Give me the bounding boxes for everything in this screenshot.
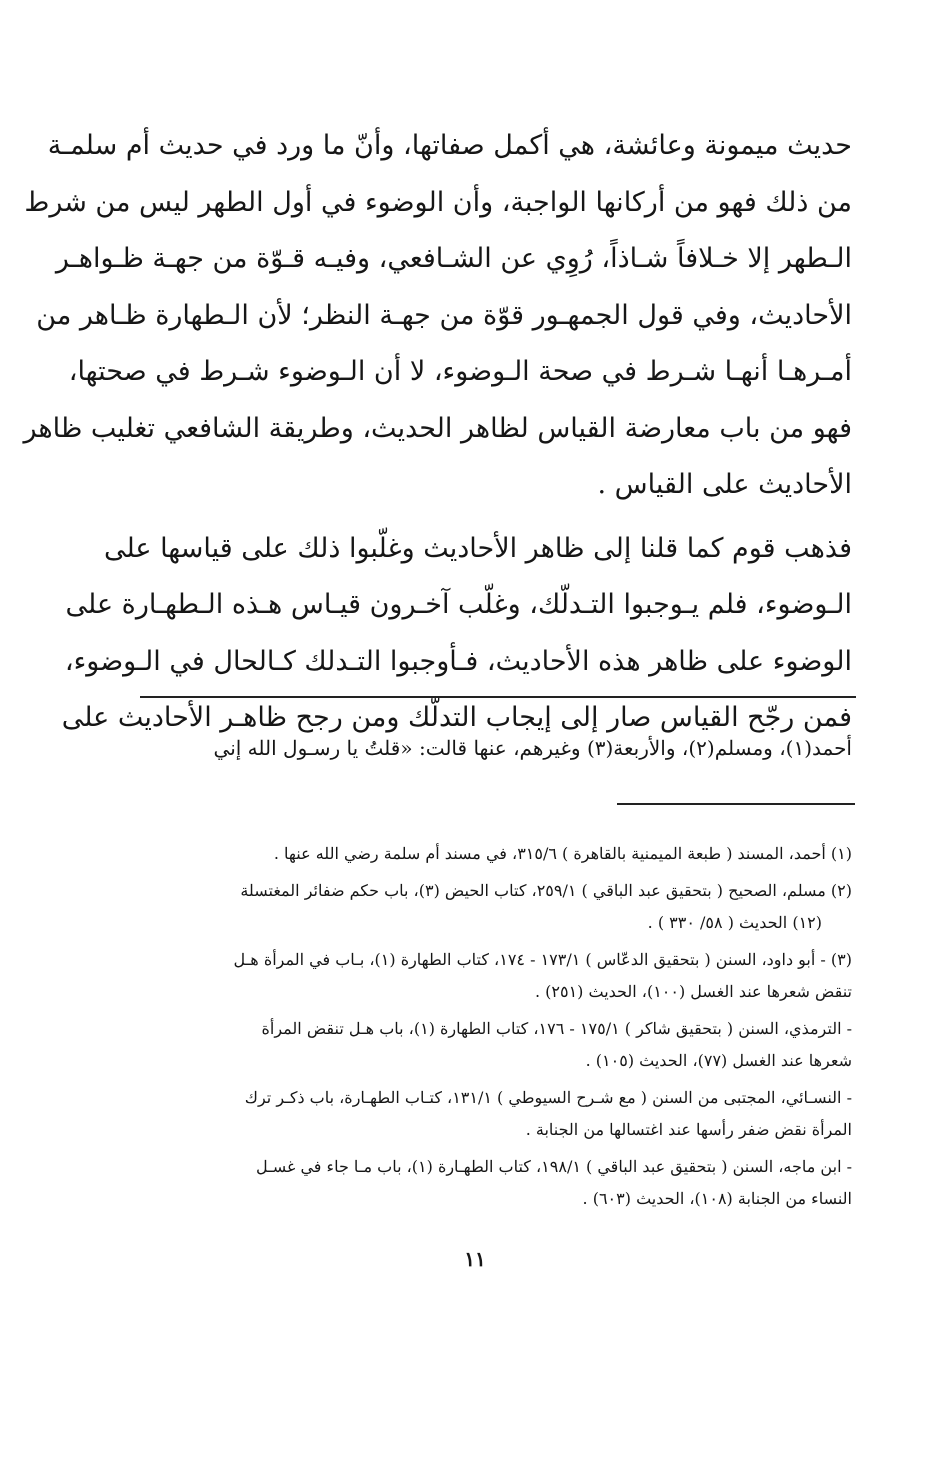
footnote-line: (١٢) الحديث ( ٥٨/ ٣٣٠ ) . bbox=[647, 913, 822, 932]
footnote-line: (١) أحمد، المسند ( طبعة الميمنية بالقاهرة ) ٣١٥/٦، في مسند أم سلمة رضي الله عنها . bbox=[273, 844, 852, 863]
footnote-line: - النسـائي، المجتبى من السنن ( مع شـرح السيوطي ) ١٣١/١، كتـاب الطهـارة، باب ذكـر ترك bbox=[244, 1087, 852, 1107]
continued-footnote-text: أحمد(١)، ومسلم(٢)، والأربعة(٣) وغيرهم، عنها قالت: «قلتُ يا رسـول الله إني bbox=[213, 736, 852, 760]
main-divider-rule bbox=[140, 696, 856, 698]
paragraph-gap bbox=[130, 514, 852, 521]
page-number: ١١ bbox=[464, 1247, 486, 1271]
main-text-line: الأحاديث على القياس . bbox=[597, 469, 852, 500]
footnote-line: - الترمذي، السنن ( بتحقيق شاكر ) ١٧٥/١ - ١٧٦، كتاب الطهارة (١)، باب هـل تنقض المرأة bbox=[261, 1018, 852, 1038]
main-text-line: فذهب قوم كما قلنا إلى ظاهر الأحاديث وغلّبوا ذلك على قياسها على bbox=[103, 532, 852, 564]
main-text-line: أمـرهـا أنهـا شـرط في صحة الـوضوء، لا أن الـوضوء شـرط في صحتها، bbox=[68, 356, 852, 387]
main-text-line: الوضوء على ظاهر هذه الأحاديث، فـأوجبوا التـدلك كـالحال في الـوضوء، bbox=[64, 645, 852, 677]
footnote-line: تنقض شعرها عند الغسل (١٠٠)، الحديث (٢٥١) . bbox=[534, 982, 852, 1001]
footnote bbox=[130, 1151, 852, 1216]
footnotes-block bbox=[130, 838, 852, 1220]
main-text-line: الأحاديث، وفي قول الجمهـور قوّة من جهـة النظر؛ لأن الـطهارة ظـاهر من bbox=[36, 299, 852, 331]
main-text-line: الـوضوء، فلم يـوجبوا التـدلّك، وغلّب آخـرون قيـاس هـذه الـطهـارة على bbox=[65, 589, 852, 620]
main-text-line: حديث ميمونة وعائشة، هي أكمل صفاتها، وأنّ ما ورد في حديث أم سلمـة bbox=[47, 130, 852, 161]
footnote-line: - ابن ماجه، السنن ( بتحقيق عبد الباقي ) ١٩٨/١، كتاب الطهـارة (١)، باب مـا جاء في غسـل bbox=[255, 1156, 852, 1176]
footnote bbox=[130, 875, 852, 940]
footnote bbox=[130, 1082, 852, 1147]
main-text-line: فمن رجّح القياس صار إلى إيجاب التدلّك ومن رجح ظاهـر الأحاديث على bbox=[61, 702, 852, 733]
main-text-line: الـطهر إلا خـلافاً شـاذاً، رُوِي عن الشـافعي، وفيـه قـوّة من جهـة ظـواهـر bbox=[55, 243, 852, 274]
main-text-line: فهو من باب معارضة القياس لظاهر الحديث، وطريقة الشافعي تغليب ظاهر bbox=[23, 412, 852, 444]
footnote-line: النساء من الجنابة (١٠٨)، الحديث (٦٠٣) . bbox=[582, 1189, 852, 1208]
footnote-line: شعرها عند الغسل (٧٧)، الحديث (١٠٥) . bbox=[585, 1051, 852, 1070]
footnote-divider-rule bbox=[617, 803, 855, 805]
main-text-line: من ذلك فهو من أركانها الواجبة، وأن الوضوء في أول الطهر ليس من شرط bbox=[24, 186, 852, 218]
footnote-line: (٢) مسلم، الصحيح ( بتحقيق عبد الباقي ) ٢٥٩/١، كتاب الحيض (٣)، باب حكم ضفائر المغتسلة bbox=[240, 880, 852, 900]
footnote bbox=[130, 944, 852, 1009]
footnote-line: المرأة نقض ضفر رأسها عند اغتسالها من الجنابة . bbox=[525, 1120, 852, 1139]
footnote bbox=[130, 1013, 852, 1078]
main-text-block bbox=[23, 118, 852, 747]
footnote bbox=[130, 838, 852, 871]
footnote-line: (٣) - أبو داود، السنن ( بتحقيق الدعّاس ) ١٧٣/١ - ١٧٤، كتاب الطهارة (١)، بـاب في المرأة هـل bbox=[233, 949, 852, 969]
